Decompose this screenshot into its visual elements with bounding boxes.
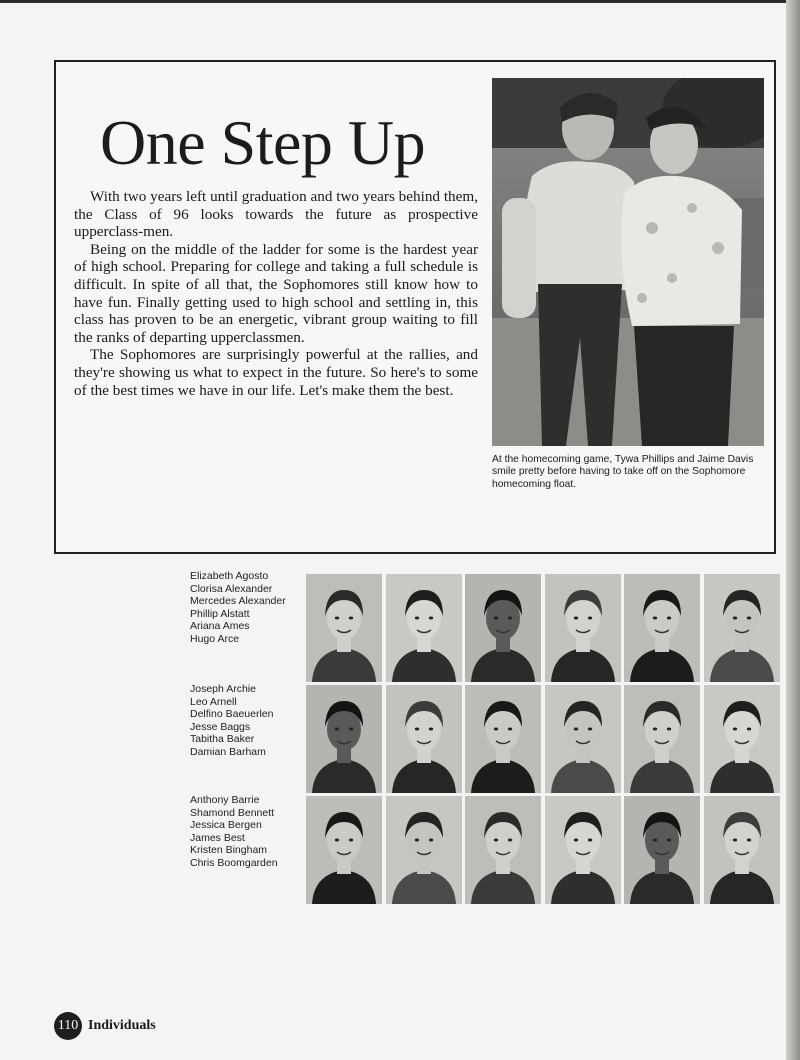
headline: One Step Up bbox=[100, 107, 426, 178]
student-portrait bbox=[465, 574, 541, 682]
student-portrait bbox=[306, 574, 382, 682]
student-name: Elizabeth Agosto bbox=[190, 570, 269, 582]
student-name: Leo Arnell bbox=[190, 695, 237, 708]
page-top-edge bbox=[0, 0, 800, 3]
homecoming-photo bbox=[492, 78, 764, 446]
student-portrait bbox=[704, 796, 780, 904]
student-portrait bbox=[624, 574, 700, 682]
student-name: Delfino Baeuerlen bbox=[190, 708, 274, 721]
page-number: 110 bbox=[54, 1012, 82, 1040]
story-paragraph: The Sophomores are surprisingly powerful at the rallies, and they're showing us what to expect in the future. So here's to some of the best times we have in our life. Let's make them the best. bbox=[74, 346, 478, 399]
student-name: Mercedes Alexander bbox=[190, 595, 286, 608]
student-name: Tabitha Baker bbox=[190, 733, 255, 746]
student-portrait bbox=[465, 685, 541, 793]
student-portrait bbox=[624, 796, 700, 904]
student-portrait bbox=[465, 796, 541, 904]
feature-box bbox=[54, 60, 776, 554]
student-name: Jesse Baggs bbox=[190, 720, 251, 733]
student-name: Ariana Ames bbox=[190, 620, 250, 633]
student-portrait bbox=[306, 685, 382, 793]
student-name: Jessica Bergen bbox=[190, 819, 262, 832]
section-label: Individuals bbox=[88, 1018, 156, 1033]
student-name: Anthony Barrie bbox=[190, 794, 260, 806]
student-portrait bbox=[545, 685, 621, 793]
photo-caption: At the homecoming game, Tywa Phillips and Jaime Davis smile pretty before having to take off on the Sophomore homecoming float. bbox=[492, 454, 754, 490]
story-text bbox=[74, 188, 478, 399]
student-name: Kristen Bingham bbox=[190, 844, 268, 857]
student-name: Shamond Bennett bbox=[190, 806, 275, 819]
student-name: Chris Boomgarden bbox=[190, 856, 278, 869]
student-portrait bbox=[704, 685, 780, 793]
student-portrait bbox=[306, 796, 382, 904]
student-portrait bbox=[386, 685, 462, 793]
page-binding-edge bbox=[786, 0, 800, 1060]
student-portrait bbox=[386, 796, 462, 904]
student-name: Joseph Archie bbox=[190, 683, 256, 695]
story-paragraph: With two years left until graduation and two years behind them, the Class of 96 looks towards the future as prospective upperclass-men. bbox=[74, 188, 478, 241]
student-portrait bbox=[386, 574, 462, 682]
portrait-row-2 bbox=[306, 685, 778, 793]
student-name: Clorisa Alexander bbox=[190, 582, 273, 595]
student-portrait bbox=[704, 574, 780, 682]
student-portrait bbox=[545, 574, 621, 682]
student-portrait bbox=[624, 685, 700, 793]
student-name: James Best bbox=[190, 831, 245, 844]
student-name: Phillip Alstatt bbox=[190, 607, 250, 620]
portrait-row-3 bbox=[306, 796, 778, 904]
student-portrait bbox=[545, 796, 621, 904]
student-name: Damian Barham bbox=[190, 745, 266, 758]
portrait-row-1 bbox=[306, 574, 778, 682]
student-name: Hugo Arce bbox=[190, 632, 240, 645]
story-paragraph: Being on the middle of the ladder for some is the hardest year of high school. Preparing for college and taking a full schedule is difficult. In spite of all that, the Sophomores still know how to have fun. Finally getting used to high school and settling in, this class has proven to be an energetic, vibrant group waiting to fill the ranks of departing upperclassmen. bbox=[74, 240, 478, 346]
